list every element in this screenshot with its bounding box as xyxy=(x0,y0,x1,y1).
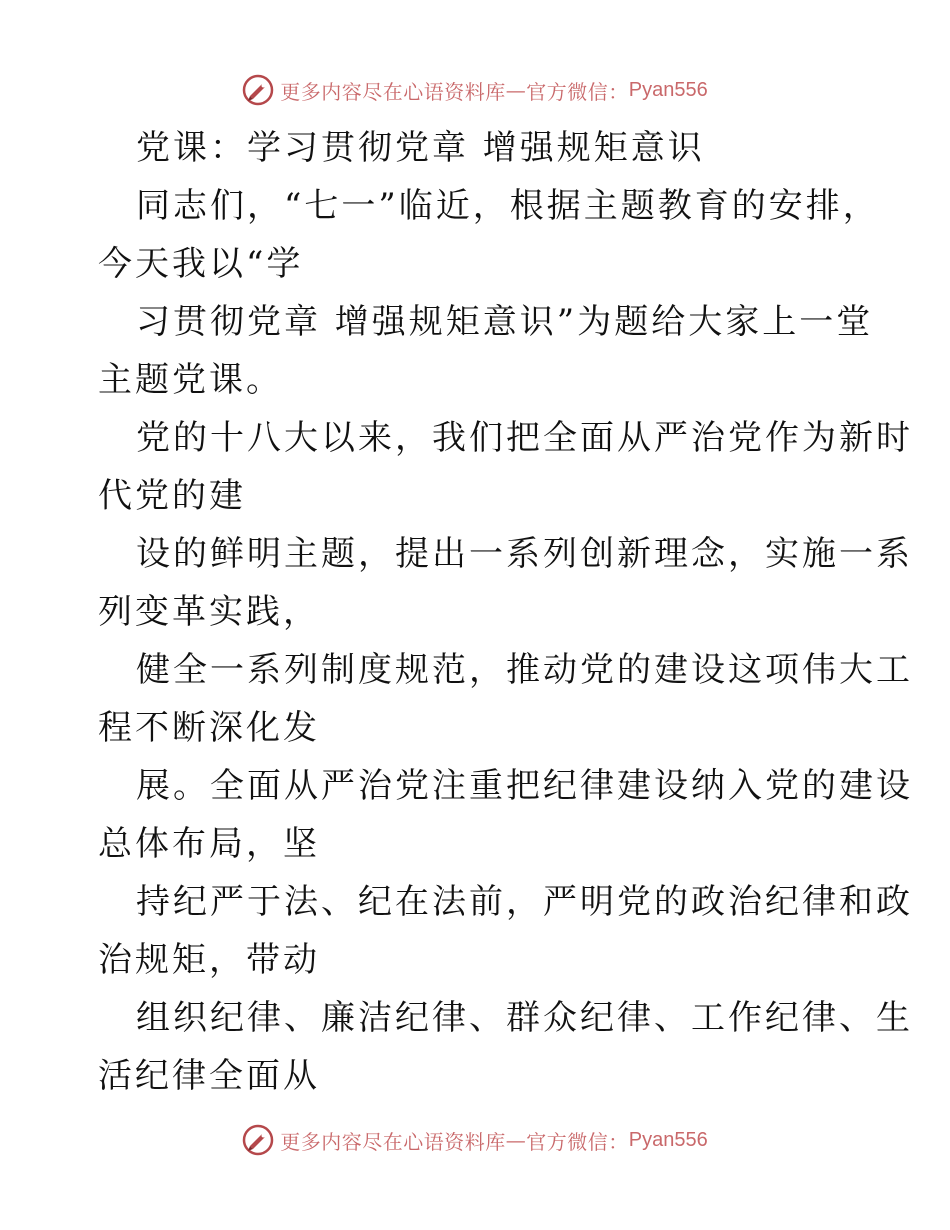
paragraph-line: 代党的建 xyxy=(98,476,246,516)
paragraph-line: 持纪严于法、纪在法前，严明党的政治纪律和政 xyxy=(136,882,913,922)
paragraph-line: 程不断深化发 xyxy=(98,708,320,748)
watermark-text: 更多内容尽在心语资料库 xyxy=(280,79,506,104)
watermark-id: Pyan556 xyxy=(628,1128,708,1151)
paragraph-line: 今天我以“学 xyxy=(98,244,304,284)
paragraph-line: 总体布局，坚 xyxy=(98,824,320,864)
paragraph-line: 组织纪律、廉洁纪律、群众纪律、工作纪律、生 xyxy=(136,998,913,1038)
watermark-label: 官方微信： xyxy=(526,1129,629,1154)
watermark-separator: — xyxy=(505,78,527,102)
watermark-id: Pyan556 xyxy=(628,78,708,101)
paragraph-line: 习贯彻党章 增强规矩意识”为题给大家上一堂 xyxy=(136,302,874,342)
paragraph-line: 健全一系列制度规范，推动党的建设这项伟大工 xyxy=(136,650,913,690)
pen-logo-icon xyxy=(242,74,274,106)
paragraph-line: 党的十八大以来，我们把全面从严治党作为新时 xyxy=(136,418,913,458)
paragraph-line: 活纪律全面从 xyxy=(98,1056,320,1096)
document-title: 党课：学习贯彻党章 增强规矩意识 xyxy=(136,128,705,168)
watermark-separator: — xyxy=(505,1128,527,1152)
watermark-text: 更多内容尽在心语资料库 xyxy=(280,1129,506,1154)
pen-logo-icon xyxy=(242,1124,274,1156)
watermark-footer xyxy=(0,1120,950,1160)
paragraph-line: 主题党课。 xyxy=(98,360,283,400)
watermark-label: 官方微信： xyxy=(526,79,629,104)
watermark-header xyxy=(0,70,950,110)
paragraph-line: 同志们，“七一”临近，根据主题教育的安排， xyxy=(136,186,880,226)
paragraph-line: 展。全面从严治党注重把纪律建设纳入党的建设 xyxy=(136,766,913,806)
paragraph-line: 治规矩，带动 xyxy=(98,940,320,980)
paragraph-line: 设的鲜明主题，提出一系列创新理念，实施一系 xyxy=(136,534,913,574)
paragraph-line: 列变革实践， xyxy=(98,592,320,632)
